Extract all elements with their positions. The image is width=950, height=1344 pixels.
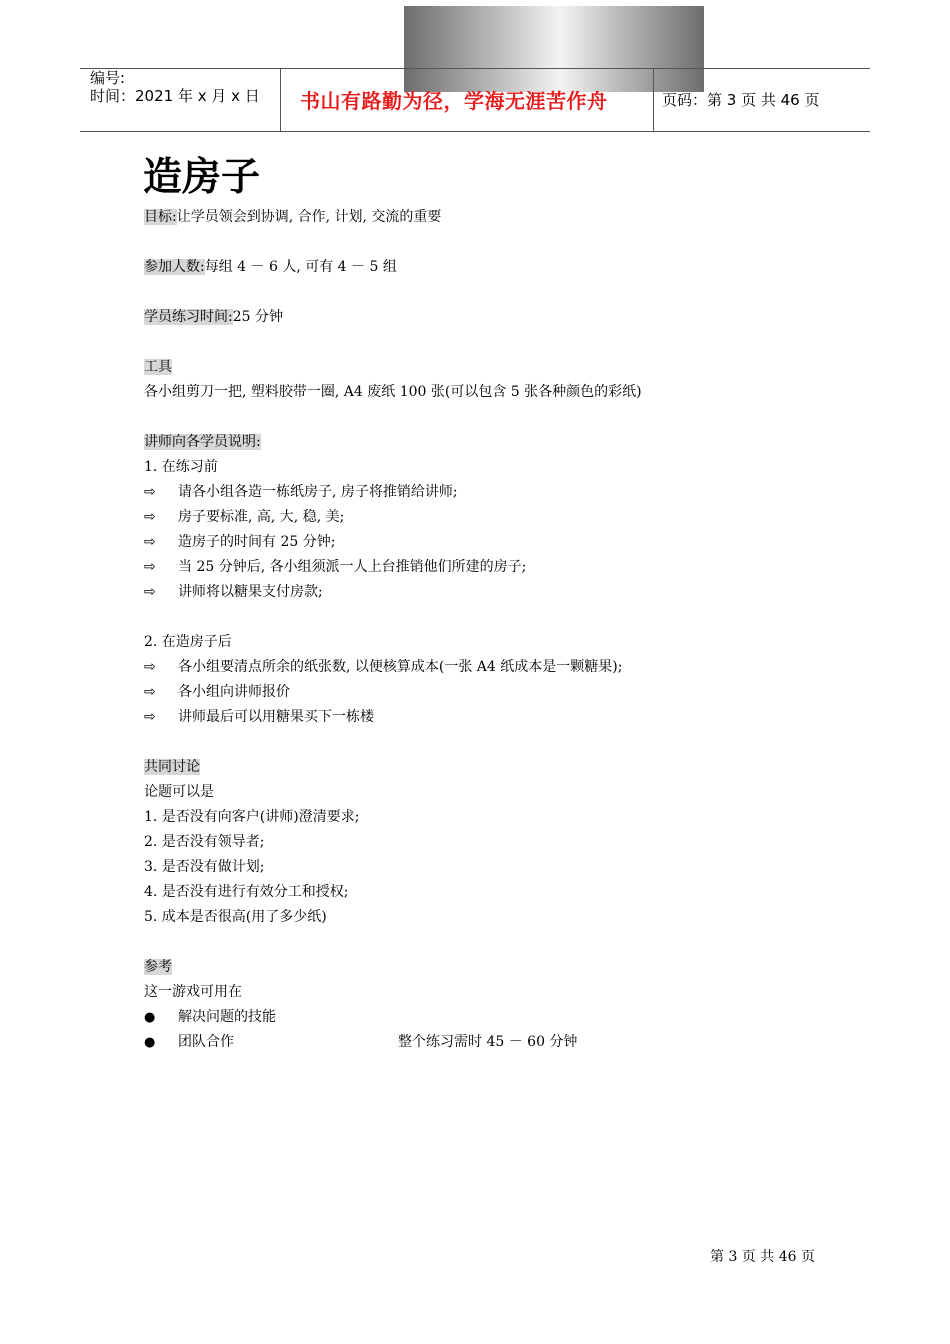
instructions-heading xyxy=(144,430,844,455)
page-footer: 第 3 页 共 46 页 xyxy=(710,1249,815,1265)
list-item: ● 团队合作 整个练习需时 45 － 60 分钟 xyxy=(144,1030,844,1055)
goal-label: 目标: xyxy=(144,209,177,225)
reference-label: 参考 xyxy=(144,959,172,975)
arrow-icon: ⇨ xyxy=(144,709,156,725)
list-item: ● 解决问题的技能 xyxy=(144,1005,844,1030)
goal-text: 让学员领会到协调, 合作, 计划, 交流的重要 xyxy=(176,209,442,225)
page-title: 造房子 xyxy=(143,155,261,200)
discussion-heading xyxy=(144,755,844,780)
arrow-icon: ⇨ xyxy=(144,584,156,600)
date-line: 时间：2021 年 x 月 x 日 xyxy=(90,87,260,105)
page-header xyxy=(80,68,870,132)
list-item: 3. 是否没有做计划; xyxy=(144,859,265,875)
arrow-icon: ⇨ xyxy=(144,484,156,500)
time-line xyxy=(144,305,844,330)
list-item: ⇨ 造房子的时间有 25 分钟; xyxy=(144,530,844,555)
list-item: ⇨ 讲师最后可以用糖果买下一栋楼 xyxy=(144,705,844,730)
arrow-icon: ⇨ xyxy=(144,684,156,700)
time-label: 学员练习时间: xyxy=(144,309,233,325)
list-item: ⇨ 房子要标准, 高, 大, 稳, 美; xyxy=(144,505,844,530)
header-cell-motto xyxy=(280,69,654,131)
bullet-icon: ● xyxy=(144,1010,156,1025)
reference-intro: 这一游戏可用在 xyxy=(144,984,242,1000)
list-item: 2. 是否没有领导者; xyxy=(144,834,265,850)
arrow-icon: ⇨ xyxy=(144,509,156,525)
tools-label: 工具 xyxy=(144,359,172,375)
document-body xyxy=(144,205,844,1055)
instructions-label: 讲师向各学员说明: xyxy=(144,434,261,450)
tools-text: 各小组剪刀一把, 塑料胶带一圈, A4 废纸 100 张(可以包含 5 张各种颜色的彩纸) xyxy=(144,384,642,400)
motto: 书山有路勤为径，学海无涯苦作舟 xyxy=(300,89,608,113)
arrow-icon: ⇨ xyxy=(144,559,156,575)
list-item: ⇨ 当 25 分钟后, 各小组须派一人上台推销他们所建的房子; xyxy=(144,555,844,580)
duration-note: 整个练习需时 45 － 60 分钟 xyxy=(398,1034,578,1050)
discussion-intro: 论题可以是 xyxy=(144,784,214,800)
list-item: 5. 成本是否很高(用了多少纸) xyxy=(144,909,327,925)
list-item: ⇨ 各小组要清点所余的纸张数, 以便核算成本(一张 A4 纸成本是一颗糖果); xyxy=(144,655,844,680)
arrow-icon: ⇨ xyxy=(144,534,156,550)
after-heading: 2. 在造房子后 xyxy=(144,634,232,650)
header-cell-meta xyxy=(80,69,281,131)
time-text: 25 分钟 xyxy=(232,309,283,325)
discussion-label: 共同讨论 xyxy=(144,759,200,775)
list-item: ⇨ 讲师将以糖果支付房款; xyxy=(144,580,844,605)
reference-heading xyxy=(144,955,844,980)
list-item: 4. 是否没有进行有效分工和授权; xyxy=(144,884,349,900)
before-heading: 1. 在练习前 xyxy=(144,459,218,475)
tools-heading xyxy=(144,355,844,380)
participants-label: 参加人数: xyxy=(144,259,205,275)
page-info: 页码：第 3 页 共 46 页 xyxy=(662,91,820,109)
participants-text: 每组 4 － 6 人, 可有 4 － 5 组 xyxy=(204,259,397,275)
list-item: ⇨ 各小组向讲师报价 xyxy=(144,680,844,705)
arrow-icon: ⇨ xyxy=(144,659,156,675)
participants-line xyxy=(144,255,844,280)
bullet-icon: ● xyxy=(144,1035,156,1050)
number-label: 编号: xyxy=(90,69,126,87)
header-cell-page xyxy=(654,69,870,131)
list-item: ⇨ 请各小组各造一栋纸房子, 房子将推销给讲师; xyxy=(144,480,844,505)
list-item: 1. 是否没有向客户(讲师)澄清要求; xyxy=(144,809,360,825)
goal-line xyxy=(144,205,844,230)
